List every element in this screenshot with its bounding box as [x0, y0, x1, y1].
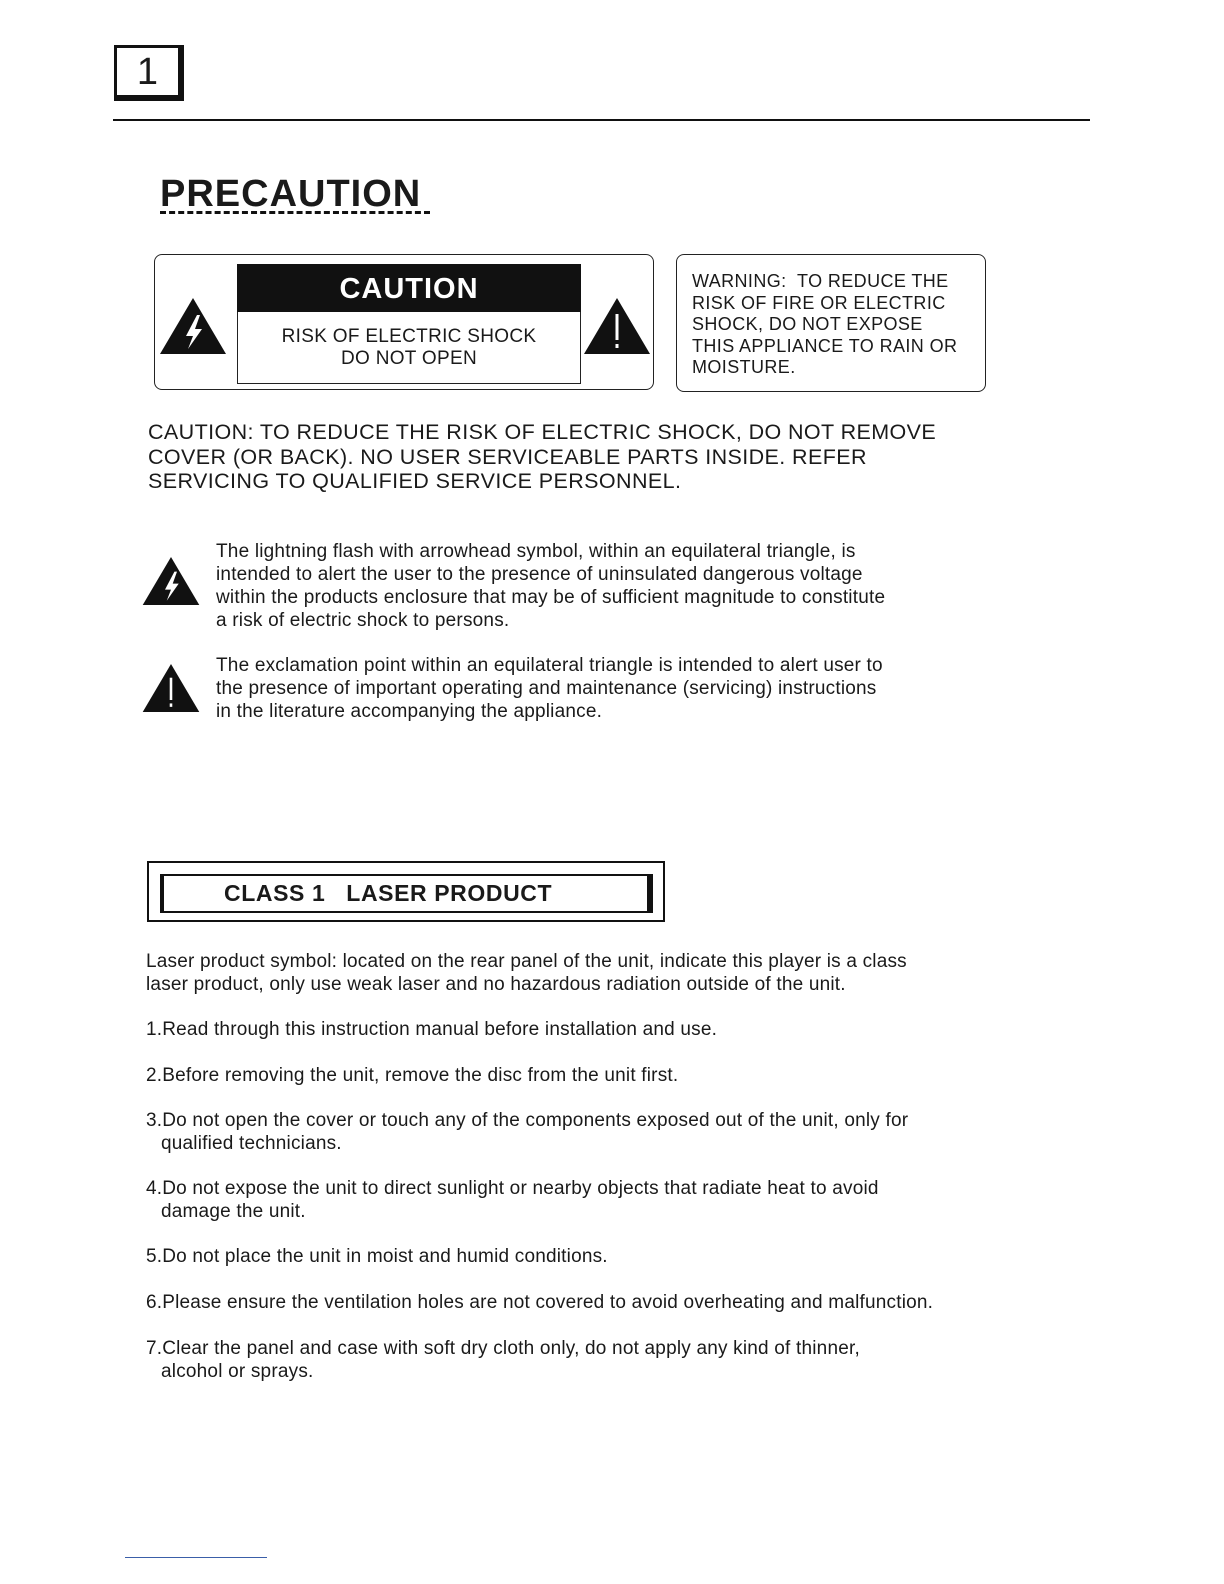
instruction-item	[146, 1291, 1066, 1314]
warning-line: MOISTURE.	[692, 357, 796, 377]
header-rule	[113, 119, 1090, 121]
page-title: PRECAUTION	[160, 173, 422, 215]
warning-text	[692, 271, 982, 379]
exclamation-symbol-description	[216, 654, 1016, 723]
lightning-triangle-icon	[141, 554, 201, 608]
title-underline	[160, 211, 430, 214]
instruction-item	[146, 1177, 1066, 1223]
laser-paragraph-line: laser product, only use weak laser and no hazardous radiation outside of the unit.	[146, 974, 846, 995]
caution-paragraph-line: CAUTION: TO REDUCE THE RISK OF ELECTRIC SHOCK, DO NOT REMOVE	[148, 420, 937, 444]
lightning-line: The lightning flash with arrowhead symbol, within an equilateral triangle, is	[216, 541, 856, 562]
exclamation-triangle-icon	[141, 661, 201, 715]
page-number-box: 1	[114, 45, 184, 101]
lightning-line: a risk of electric shock to persons.	[216, 610, 510, 631]
instruction-item	[146, 1018, 1066, 1041]
instruction-line: 3.Do not open the cover or touch any of the components exposed out of the unit, only for	[146, 1110, 909, 1131]
exclamation-line: in the literature accompanying the appliance.	[216, 701, 603, 722]
warning-line: THIS APPLIANCE TO RAIN OR	[692, 335, 958, 356]
laser-label-text: CLASS 1 LASER PRODUCT	[224, 880, 553, 906]
lightning-line: within the products enclosure that may be of sufficient magnitude to constitute	[216, 587, 886, 608]
caution-label-text	[237, 326, 581, 370]
instruction-line: 5.Do not place the unit in moist and humid conditions.	[146, 1246, 608, 1267]
caution-paragraph-line: COVER (OR BACK). NO USER SERVICEABLE PARTS INSIDE. REFER	[148, 444, 867, 469]
caution-header: CAUTION	[237, 264, 581, 312]
exclamation-triangle-icon	[582, 296, 652, 356]
instruction-item	[146, 1109, 1066, 1155]
caution-label-line1: RISK OF ELECTRIC SHOCK	[281, 326, 537, 347]
instruction-line: 1.Read through this instruction manual before installation and use.	[146, 1019, 718, 1040]
instruction-item	[146, 1337, 1066, 1383]
instruction-continuation: alcohol or sprays.	[161, 1361, 314, 1382]
warning-line: RISK OF FIRE OR ELECTRIC	[692, 292, 946, 313]
caution-paragraph-line: SERVICING TO QUALIFIED SERVICE PERSONNEL.	[148, 469, 682, 493]
instruction-item	[146, 1064, 1066, 1087]
instruction-continuation: damage the unit.	[161, 1201, 306, 1222]
instruction-item	[146, 1245, 1066, 1268]
caution-label-line2: DO NOT OPEN	[341, 348, 477, 369]
lightning-line: intended to alert the user to the presence of uninsulated dangerous voltage	[216, 564, 863, 585]
warning-line: WARNING: TO REDUCE THE	[692, 271, 949, 291]
instruction-line: 2.Before removing the unit, remove the disc from the unit first.	[146, 1065, 679, 1086]
caution-paragraph	[148, 420, 1048, 494]
instruction-line: 6.Please ensure the ventilation holes are not covered to avoid overheating and malfunction.	[146, 1292, 934, 1313]
instruction-line: 4.Do not expose the unit to direct sunlight or nearby objects that radiate heat to avoid	[146, 1178, 879, 1199]
laser-paragraph	[146, 950, 1046, 996]
lightning-triangle-icon	[158, 296, 228, 356]
laser-paragraph-line: Laser product symbol: located on the rear panel of the unit, indicate this player is a class	[146, 951, 907, 972]
warning-line: SHOCK, DO NOT EXPOSE	[692, 314, 923, 334]
instruction-continuation: qualified technicians.	[161, 1133, 342, 1154]
instruction-line: 7.Clear the panel and case with soft dry cloth only, do not apply any kind of thinner,	[146, 1338, 860, 1359]
footer-rule	[125, 1557, 267, 1558]
lightning-symbol-description	[216, 540, 1016, 632]
exclamation-line: the presence of important operating and maintenance (servicing) instructions	[216, 678, 877, 699]
exclamation-line: The exclamation point within an equilateral triangle is intended to alert user to	[216, 655, 883, 676]
